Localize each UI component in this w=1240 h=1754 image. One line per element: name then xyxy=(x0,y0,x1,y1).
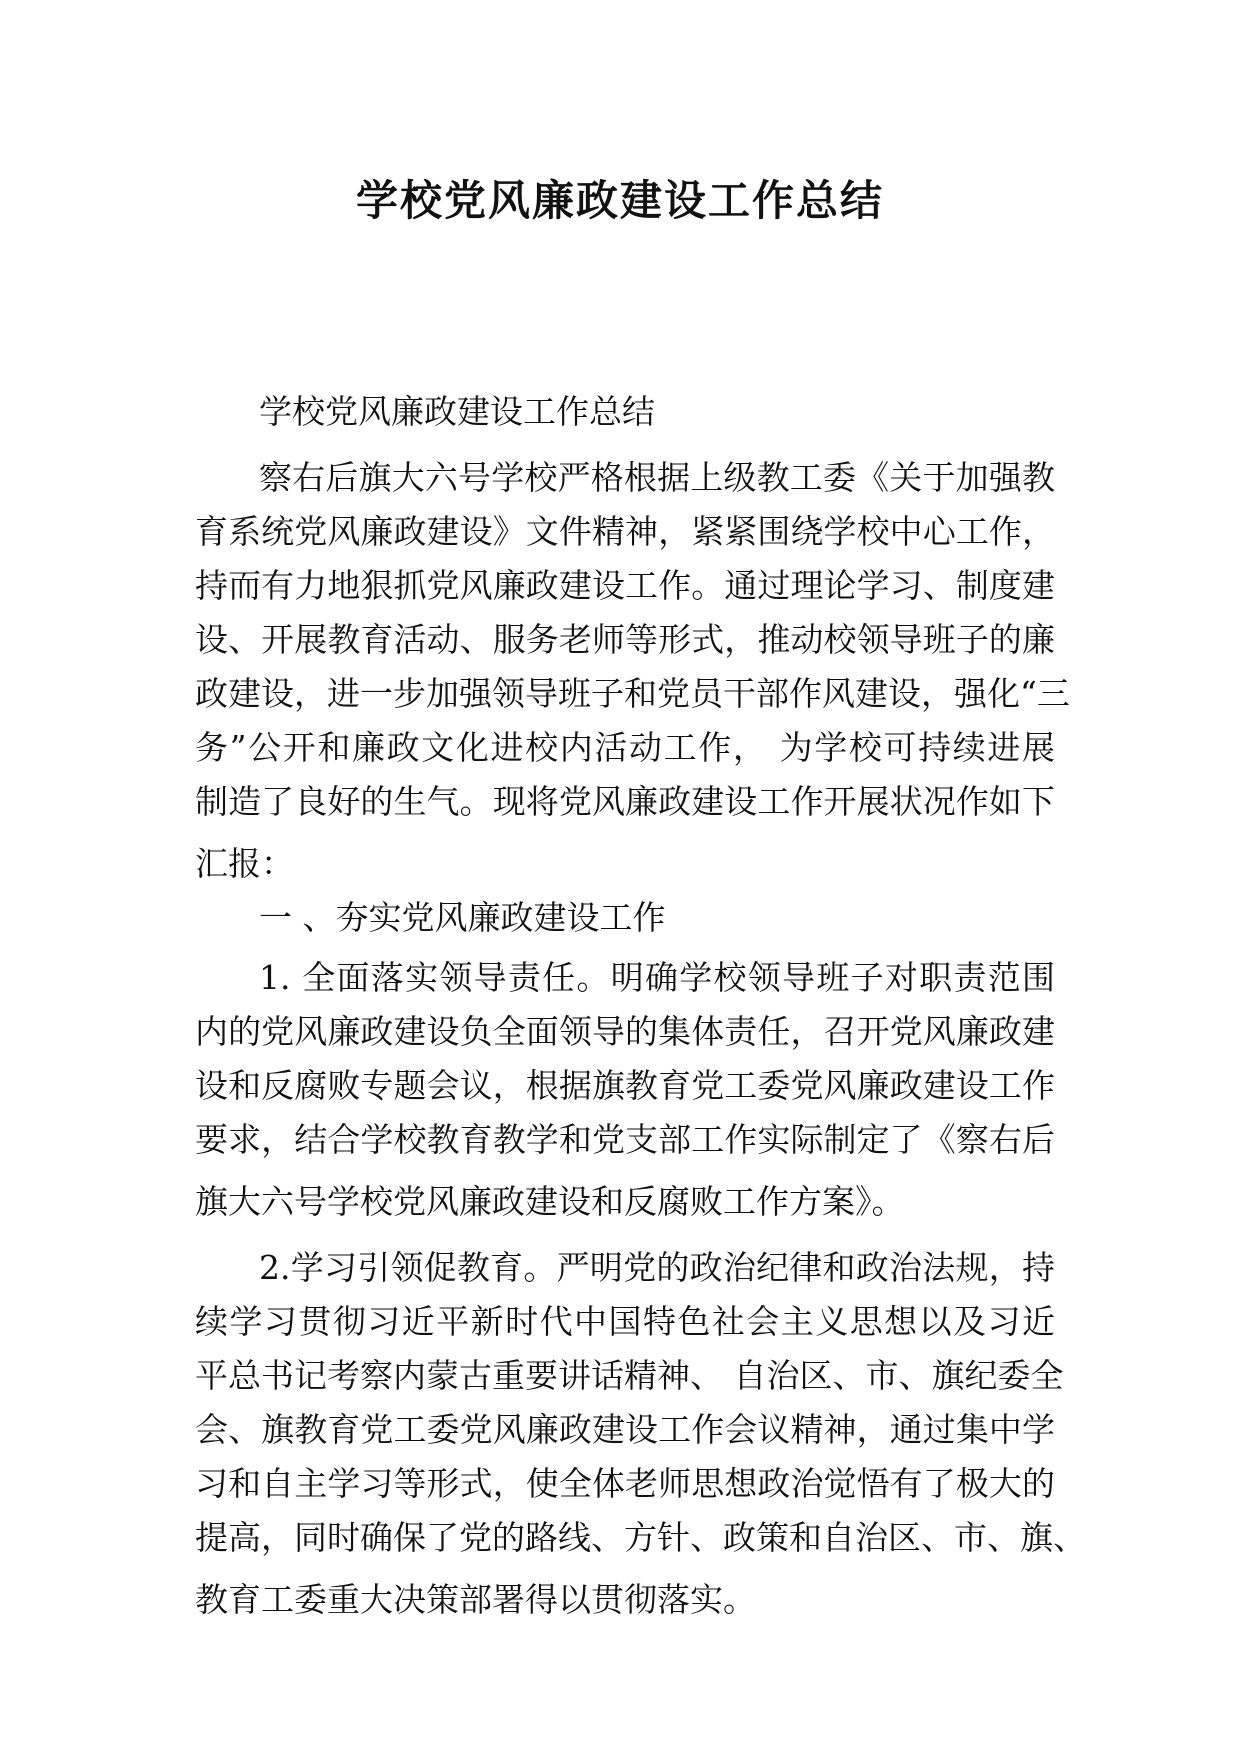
section-heading xyxy=(195,891,1055,945)
text-line: 平总书记考察内蒙古重要讲话精神、 自治区、市、旗纪委全 xyxy=(195,1356,1064,1395)
text-line: 要求，结合学校教育教学和党支部工作实际制定了《察右后 xyxy=(195,1120,1055,1159)
text-line: 制造了良好的生气。现将党风廉政建设工作开展状况作如下 xyxy=(195,782,1055,821)
document-body xyxy=(195,385,1086,1627)
text-line: 政建设，进一步加强领导班子和党员干部作风建设，强化“三 xyxy=(195,674,1070,713)
text-line: 提高，同时确保了党的路线、方针、政策和自治区、市、旗、 xyxy=(195,1518,1086,1557)
paragraph-item-2 xyxy=(195,1241,1086,1627)
text-line: 习和自主学习等形式，使全体老师思想政治觉悟有了极大的 xyxy=(195,1464,1055,1503)
text-line: 察右后旗大六号学校严格根据上级教工委《关于加强教 xyxy=(259,458,1055,497)
text-line: 内的党风廉政建设负全面领导的集体责任，召开党风廉政建 xyxy=(195,1012,1055,1051)
text-line: 会、旗教育党工委党风廉政建设工作会议精神，通过集中学 xyxy=(195,1410,1055,1449)
text-line: 教育工委重大决策部署得以贯彻落实。 xyxy=(195,1580,756,1619)
heading-line: 一 、夯实党风廉政建设工作 xyxy=(259,898,666,937)
text-line: 持而有力地狠抓党风廉政建设工作。通过理论学习、制度建 xyxy=(195,566,1055,605)
text-line: 2.学习引领促教育。严明党的政治纪律和政治法规，持 xyxy=(259,1248,1055,1287)
text-line: 设、开展教育活动、服务老师等形式，推动校领导班子的廉 xyxy=(195,620,1055,659)
paragraph-intro xyxy=(195,451,1070,891)
text-line: 1. 全面落实领导责任。明确学校领导班子对职责范围 xyxy=(259,958,1055,997)
text-line: 旗大六号学校党风廉政建设和反腐败工作方案》。 xyxy=(195,1182,905,1221)
text-line: 设和反腐败专题会议，根据旗教育党工委党风廉政建设工作 xyxy=(195,1066,1055,1105)
body-subtitle: 学校党风廉政建设工作总结 xyxy=(259,392,655,431)
text-line: 育系统党风廉政建设》文件精神，紧紧围绕学校中心工作， xyxy=(195,512,1055,551)
text-line: 汇报： xyxy=(195,844,294,883)
document-title: 学校党风廉政建设工作总结 xyxy=(355,176,884,225)
paragraph-item-1 xyxy=(195,951,1055,1229)
text-line: 务”公开和廉政文化进校内活动工作， 为学校可持续进展 xyxy=(195,728,1055,767)
text-line: 续学习贯彻习近平新时代中国特色社会主义思想以及习近 xyxy=(195,1302,1055,1341)
